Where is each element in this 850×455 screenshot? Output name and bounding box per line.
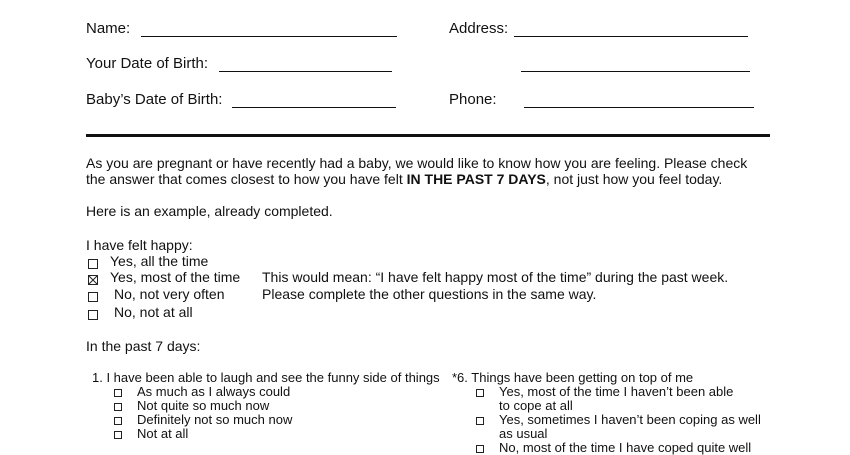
example-option-4: No, not at all: [114, 304, 193, 320]
q1-checkbox-3[interactable]: [114, 417, 122, 425]
dob-field[interactable]: [219, 71, 392, 72]
phone-field[interactable]: [524, 107, 754, 108]
q1-option-1: As much as I always could: [137, 384, 291, 399]
example-meaning-1: This would mean: “I have felt happy most of the time” during the past week.: [262, 269, 729, 285]
q1-checkbox-4[interactable]: [114, 431, 122, 439]
example-checkbox-4: [88, 310, 98, 320]
check-x-icon: [89, 276, 97, 284]
example-option-1: Yes, all the time: [110, 253, 209, 269]
name-field[interactable]: [141, 36, 397, 37]
phone-label: Phone:: [449, 91, 497, 108]
q6-option-1b: to cope at all: [499, 398, 573, 413]
q1-title: 1. I have been able to laugh and see the funny side of things: [92, 370, 440, 385]
example-question: I have felt happy:: [86, 237, 193, 253]
baby-dob-label: Baby’s Date of Birth:: [86, 91, 223, 108]
address-field-line2[interactable]: [521, 71, 750, 72]
dob-label: Your Date of Birth:: [86, 55, 209, 72]
q6-option-2a: Yes, sometimes I haven’t been coping as well: [499, 412, 761, 427]
q6-option-3: No, most of the time I have coped quite well: [499, 440, 752, 455]
past-7-days-heading: In the past 7 days:: [86, 338, 201, 354]
q1-checkbox-1[interactable]: [114, 389, 122, 397]
q1-option-2: Not quite so much now: [137, 398, 270, 413]
q6-checkbox-2[interactable]: [476, 417, 484, 425]
q6-title: *6. Things have been getting on top of me: [452, 370, 694, 385]
baby-dob-field[interactable]: [232, 107, 396, 108]
example-intro: Here is an example, already completed.: [86, 203, 333, 219]
address-label: Address:: [449, 20, 509, 37]
example-option-2: Yes, most of the time: [110, 269, 241, 285]
intro-line-1: As you are pregnant or have recently had a baby, we would like to know how you are feeling. Please check: [86, 155, 748, 171]
example-checkbox-3: [88, 292, 98, 302]
example-checkbox-2-checked: [88, 275, 98, 285]
intro-line-2: the answer that comes closest to how you have felt IN THE PAST 7 DAYS, not just how you feel today.: [86, 171, 723, 187]
q6-option-2b: as usual: [499, 426, 548, 441]
q6-checkbox-3[interactable]: [476, 445, 484, 453]
name-label: Name:: [86, 20, 131, 37]
address-field-line1[interactable]: [514, 36, 748, 37]
q6-option-1a: Yes, most of the time I haven’t been able: [499, 384, 734, 399]
example-meaning-2: Please complete the other questions in the same way.: [262, 286, 597, 302]
example-option-3: No, not very often: [114, 286, 225, 302]
section-divider: [86, 134, 770, 137]
q1-option-3: Definitely not so much now: [137, 412, 293, 427]
q6-checkbox-1[interactable]: [476, 389, 484, 397]
example-checkbox-1: [88, 259, 98, 269]
q1-checkbox-2[interactable]: [114, 403, 122, 411]
q1-option-4: Not at all: [137, 426, 189, 441]
